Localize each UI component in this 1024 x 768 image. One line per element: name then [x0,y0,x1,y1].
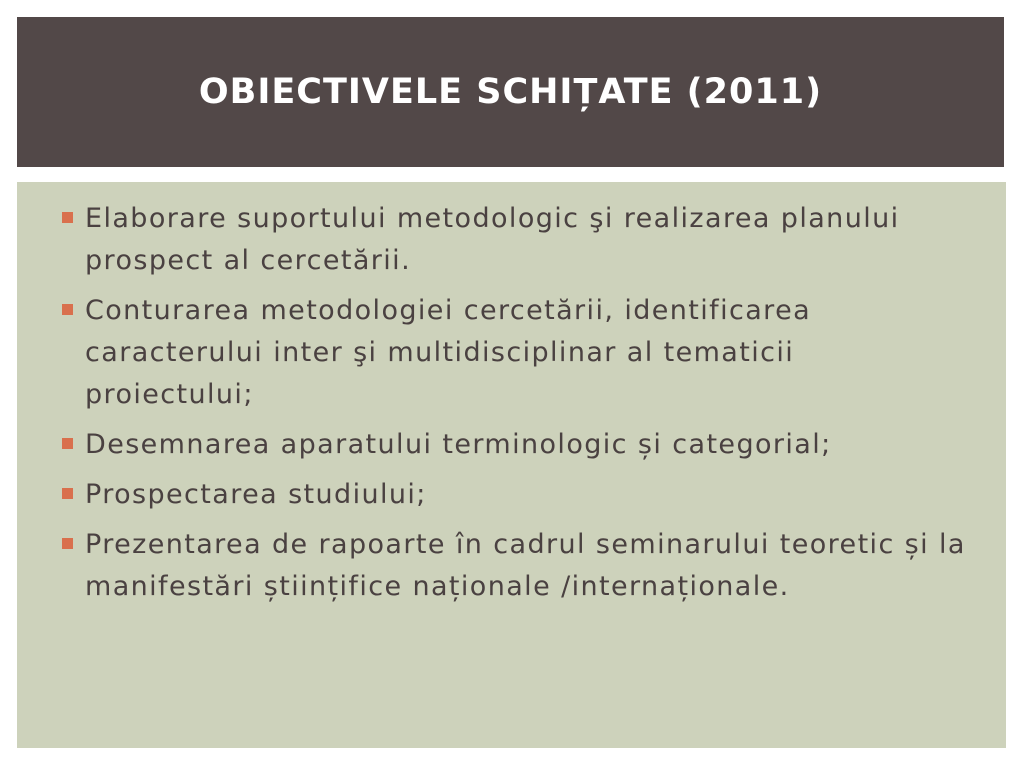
bullet-item [17,524,1006,608]
slide-title: OBIECTIVELE SCHIȚATE (2011) [198,72,823,112]
title-bar [17,17,1004,167]
bullet-text: Prezentarea de rapoarte în cadrul seminarului teoretic și la manifestări științifice naționale /internaționale. [85,529,966,602]
bullet-text: Prospectarea studiului; [85,479,427,510]
content-panel [17,182,1006,748]
bullet-item [17,424,1006,466]
bullet-list [17,182,1006,608]
square-bullet-icon [62,212,73,223]
square-bullet-icon [62,488,73,499]
square-bullet-icon [62,304,73,315]
bullet-text: Elaborare suportului metodologic şi realizarea planului prospect al cercetării. [85,203,900,276]
bullet-text: Desemnarea aparatului terminologic și categorial; [85,429,832,460]
bullet-item [17,290,1006,416]
bullet-text: Conturarea metodologiei cercetării, identificarea caracterului inter şi multidisciplinar al tematicii proiectului; [85,295,812,410]
bullet-item [17,198,1006,282]
square-bullet-icon [62,438,73,449]
bullet-item [17,474,1006,516]
square-bullet-icon [62,538,73,549]
